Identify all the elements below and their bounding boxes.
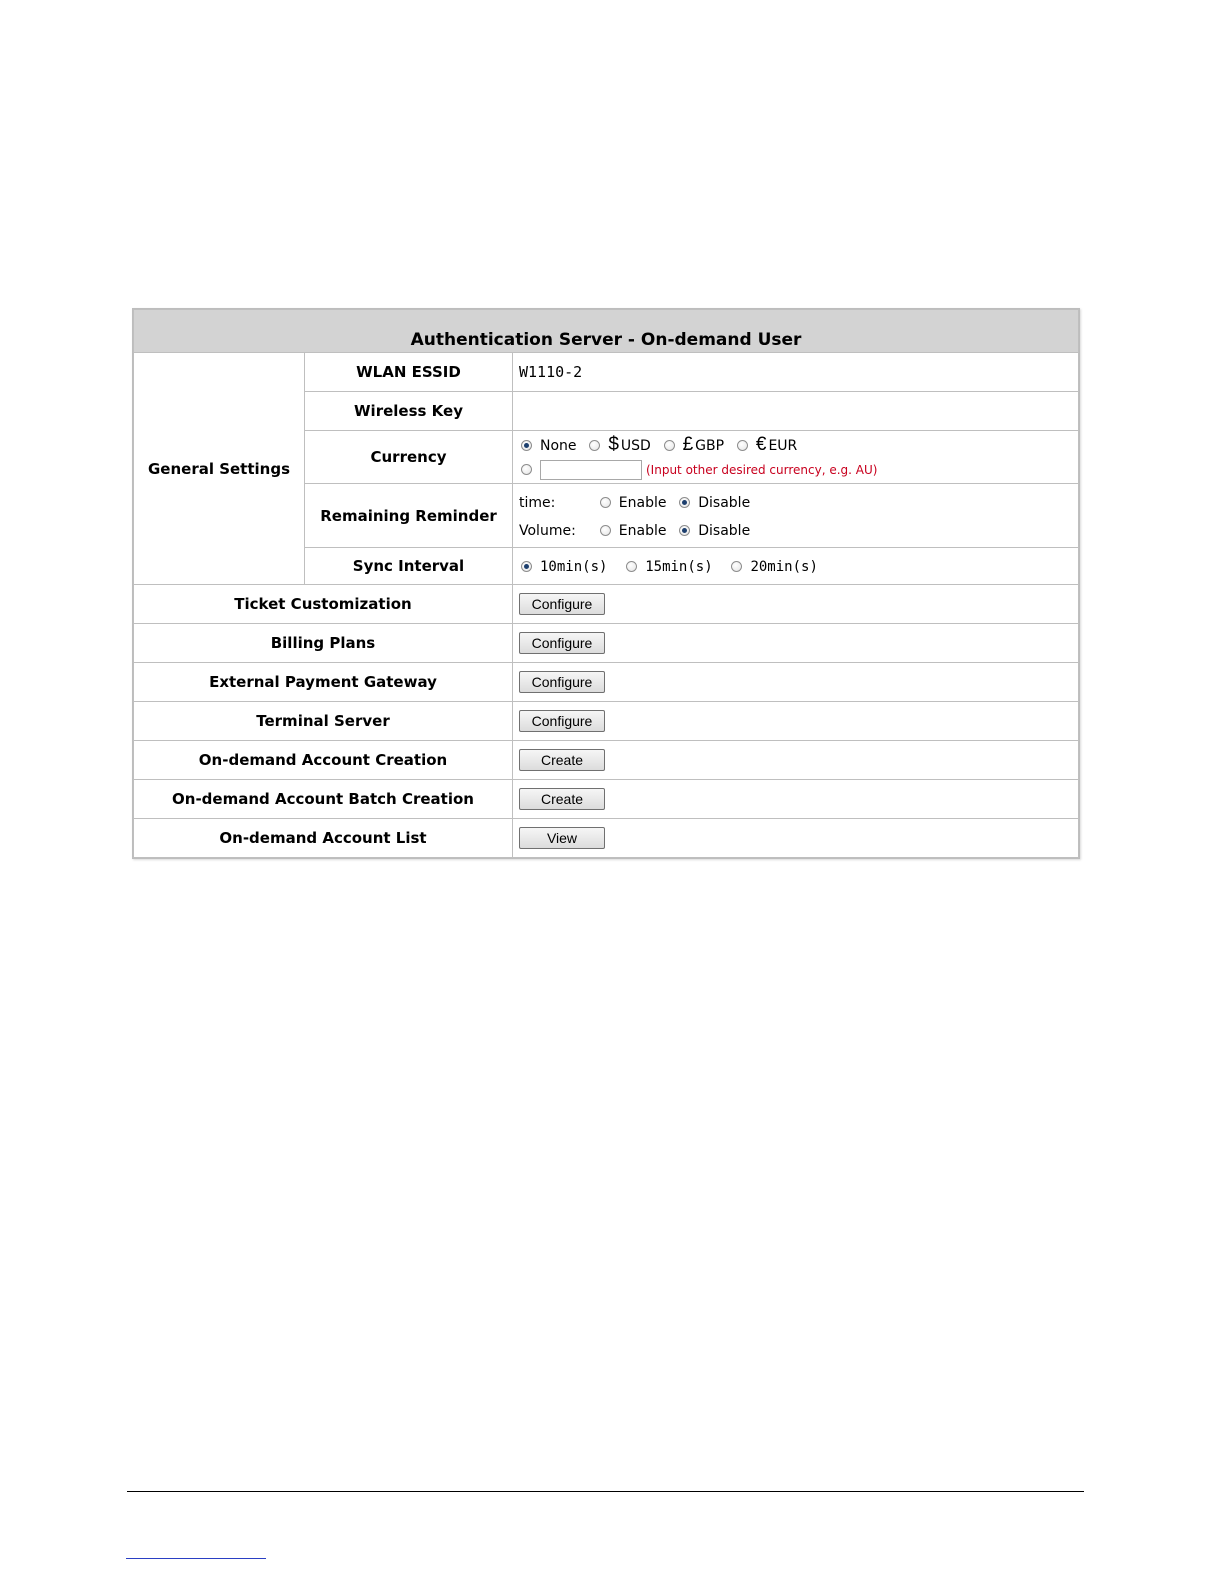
remaining-reminder-options <box>513 484 1079 548</box>
reminder-volume-enable-radio[interactable] <box>600 525 611 536</box>
table-row <box>134 624 1079 663</box>
sync-15min-radio[interactable] <box>626 561 637 572</box>
sync-10min-label: 10min(s) <box>540 559 608 575</box>
reminder-volume-label: Volume: <box>519 522 576 539</box>
reminder-time-disable-radio[interactable] <box>679 497 690 508</box>
currency-gbp-label: GBP <box>695 438 725 454</box>
account-list-view-button[interactable]: View <box>519 827 605 849</box>
pound-sign-icon: £ <box>682 434 694 455</box>
sync-20min-label: 20min(s) <box>750 559 818 575</box>
sync-20min-option[interactable] <box>729 557 817 575</box>
ticket-customization-label: Ticket Customization <box>134 585 513 624</box>
euro-sign-icon: € <box>755 434 767 455</box>
dollar-sign-icon: $ <box>608 434 619 455</box>
reminder-time-row <box>519 488 1078 516</box>
reminder-volume-enable-label: Enable <box>618 522 667 539</box>
currency-option-gbp[interactable] <box>662 433 724 458</box>
reminder-volume-disable-option[interactable] <box>677 516 750 545</box>
reminder-time-enable-label: Enable <box>618 494 667 511</box>
currency-eur-radio[interactable] <box>737 440 748 451</box>
reminder-time-enable-option[interactable] <box>598 488 667 517</box>
currency-label: Currency <box>305 431 513 484</box>
billing-plans-configure-button[interactable]: Configure <box>519 632 605 654</box>
account-creation-label: On-demand Account Creation <box>134 741 513 780</box>
table-row <box>134 663 1079 702</box>
page-title: Authentication Server - On-demand User <box>134 310 1079 353</box>
sync-interval-label: Sync Interval <box>305 548 513 585</box>
reminder-volume-disable-radio[interactable] <box>679 525 690 536</box>
footer-divider <box>127 1491 1084 1492</box>
table-row <box>134 780 1079 819</box>
reminder-time-disable-label: Disable <box>698 494 751 511</box>
reminder-time-disable-option[interactable] <box>677 488 750 517</box>
account-creation-create-button[interactable]: Create <box>519 749 605 771</box>
currency-usd-label: USD <box>620 438 651 454</box>
footer-link-underline <box>126 1558 266 1559</box>
wireless-key-value <box>513 392 1079 431</box>
currency-usd-radio[interactable] <box>589 440 600 451</box>
currency-option-none[interactable] <box>519 433 577 458</box>
sync-15min-label: 15min(s) <box>645 559 713 575</box>
custom-currency-input[interactable] <box>540 460 642 480</box>
reminder-volume-enable-option[interactable] <box>598 516 667 545</box>
sync-10min-option[interactable] <box>519 557 607 575</box>
wireless-key-label: Wireless Key <box>305 392 513 431</box>
currency-none-label: None <box>540 438 577 454</box>
remaining-reminder-label: Remaining Reminder <box>305 484 513 548</box>
general-settings-label: General Settings <box>134 353 305 585</box>
settings-table <box>133 309 1079 858</box>
custom-currency-hint: (Input other desired currency, e.g. AU) <box>646 463 878 477</box>
sync-15min-option[interactable] <box>624 557 712 575</box>
currency-gbp-radio[interactable] <box>664 440 675 451</box>
ticket-customization-configure-button[interactable]: Configure <box>519 593 605 615</box>
account-list-label: On-demand Account List <box>134 819 513 858</box>
reminder-volume-row <box>519 516 1078 544</box>
currency-none-radio[interactable] <box>521 440 532 451</box>
account-batch-creation-create-button[interactable]: Create <box>519 788 605 810</box>
wlan-essid-label: WLAN ESSID <box>305 353 513 392</box>
table-row <box>134 702 1079 741</box>
currency-option-usd[interactable] <box>587 433 651 458</box>
external-payment-gateway-configure-button[interactable]: Configure <box>519 671 605 693</box>
billing-plans-label: Billing Plans <box>134 624 513 663</box>
terminal-server-configure-button[interactable]: Configure <box>519 710 605 732</box>
sync-10min-radio[interactable] <box>521 561 532 572</box>
currency-eur-label: EUR <box>768 438 798 454</box>
account-batch-creation-label: On-demand Account Batch Creation <box>134 780 513 819</box>
sync-20min-radio[interactable] <box>731 561 742 572</box>
currency-custom-row <box>519 457 1078 481</box>
on-demand-user-panel <box>132 308 1080 859</box>
reminder-time-label: time: <box>519 494 556 511</box>
table-row <box>134 741 1079 780</box>
currency-preset-row <box>519 433 1078 457</box>
currency-custom-radio[interactable] <box>521 464 532 475</box>
table-row <box>134 585 1079 624</box>
wlan-essid-value: W1110-2 <box>513 353 1079 392</box>
table-row <box>134 819 1079 858</box>
currency-options <box>513 431 1079 484</box>
reminder-volume-disable-label: Disable <box>698 522 751 539</box>
sync-interval-options <box>513 548 1079 585</box>
terminal-server-label: Terminal Server <box>134 702 513 741</box>
reminder-time-enable-radio[interactable] <box>600 497 611 508</box>
currency-option-eur[interactable] <box>735 433 797 458</box>
external-payment-gateway-label: External Payment Gateway <box>134 663 513 702</box>
